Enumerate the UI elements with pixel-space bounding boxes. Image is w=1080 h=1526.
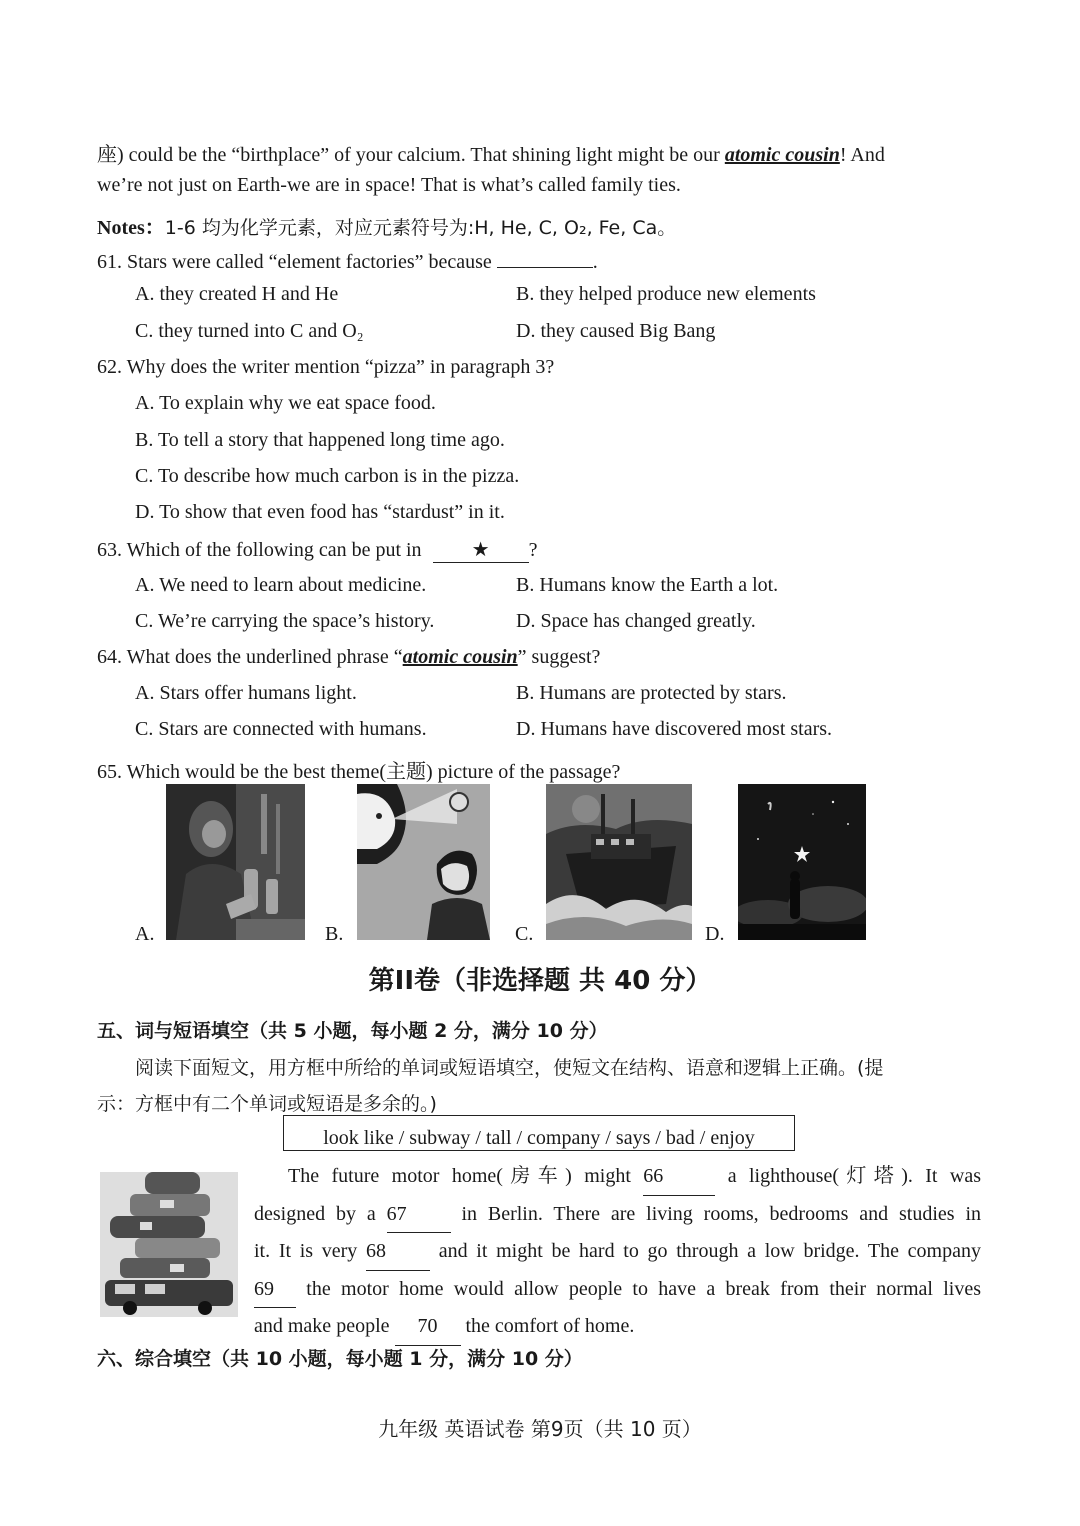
section-5-instruction-1: 阅读下面短文，用方框中所给的单词或短语填空，使短文在结构、语意和逻辑上正确。(提 [135, 1057, 884, 1079]
option-64-a: A. Stars offer humans light. [135, 682, 357, 704]
option-61-a: A. they created H and He [135, 283, 339, 305]
question-65: 65. Which would be the best theme(主题) picture of the passage? [97, 761, 621, 783]
atomic-cousin-phrase: atomic cousin [724, 144, 840, 166]
blank-68: 68 [366, 1233, 430, 1271]
question-63: 63. Which of the following can be put in ★ ? [97, 539, 538, 561]
scientist-lab-illustration [166, 784, 305, 940]
blank-66: 66 [643, 1158, 715, 1196]
option-62-c: C. To describe how much carbon is in the pizza. [135, 465, 520, 487]
option-63-b: B. Humans know the Earth a lot. [516, 574, 779, 596]
question-62: 62. Why does the writer mention “pizza” in paragraph 3? [97, 356, 555, 378]
picture-d-label: D. [705, 923, 725, 945]
option-64-b: B. Humans are protected by stars. [516, 682, 787, 704]
ship-in-storm-illustration [546, 784, 692, 940]
part-2-title: 第II卷（非选择题 共 40 分） [368, 966, 712, 996]
person-under-stars-illustration [738, 784, 866, 940]
robot-and-human-picture [357, 784, 490, 940]
option-64-d: D. Humans have discovered most stars. [516, 718, 833, 740]
blank-69: 69 [254, 1271, 296, 1309]
picture-c-label: C. [515, 923, 534, 945]
passage-section-5 [254, 1158, 981, 1346]
passage-line-68: it. It is very 68 and it might be hard to go through a low bridge. The company [254, 1233, 981, 1271]
section-5-title: 五、词与短语填空（共 5 小题，每小题 2 分，满分 10 分） [97, 1020, 608, 1042]
person-under-stars-picture [738, 784, 866, 940]
word-box: look like / subway / tall / company / says / bad / enjoy [283, 1115, 795, 1151]
notes [97, 211, 676, 240]
option-62-a: A. To explain why we eat space food. [135, 392, 436, 414]
notes-label: Notes： [97, 217, 165, 239]
star-blank: ★ [433, 537, 529, 563]
picture-a-label: A. [135, 923, 155, 945]
option-61-c: C. they turned into C and O₂ [135, 320, 364, 342]
atomic-cousin-phrase-q64: atomic cousin [402, 646, 518, 668]
picture-b-label: B. [325, 923, 344, 945]
scientist-lab-picture [166, 784, 305, 940]
passage-line-69: 69 the motor home would allow people to have a break from their normal lives [254, 1271, 981, 1309]
option-63-a: A. We need to learn about medicine. [135, 574, 427, 596]
option-62-b: B. To tell a story that happened long time ago. [135, 429, 505, 451]
option-61-b: B. they helped produce new elements [516, 283, 816, 305]
ship-in-storm-picture [546, 784, 692, 940]
option-61-d: D. they caused Big Bang [516, 320, 716, 342]
passage-line-70: and make people 70 the comfort of home. [254, 1308, 981, 1346]
option-63-d: D. Space has changed greatly. [516, 610, 756, 632]
question-61: 61. Stars were called “element factories” because . [97, 247, 598, 274]
section-5-instruction-2: 示：方框中有二个单词或短语是多余的。) [97, 1093, 437, 1115]
passage-line-1: 座) could be the “birthplace” of your calcium. That shining light might be our atomic cousin! And [97, 144, 885, 166]
passage-line-2: we’re not just on Earth-we are in space! That is what’s called family ties. [97, 174, 681, 196]
question-64: 64. What does the underlined phrase “atomic cousin” suggest? [97, 646, 601, 668]
passage-line-67: designed by a 67 in Berlin. There are living rooms, bedrooms and studies in [254, 1196, 981, 1234]
page-footer: 九年级 英语试卷 第9页（共 10 页） [378, 1417, 702, 1441]
option-62-d: D. To show that even food has “stardust” in it. [135, 501, 505, 523]
option-64-c: C. Stars are connected with humans. [135, 718, 427, 740]
section-6-title: 六、综合填空（共 10 小题，每小题 1 分，满分 10 分） [97, 1348, 583, 1370]
blank-70: 70 [395, 1308, 461, 1346]
answer-blank-61 [497, 247, 593, 268]
blank-67: 67 [387, 1196, 451, 1234]
option-63-c: C. We’re carrying the space’s history. [135, 610, 435, 632]
notes-text: 1-6 均为化学元素，对应元素符号为:H, He, C, O₂, Fe, Ca。 [164, 217, 677, 239]
motor-home-lighthouse-picture [100, 1172, 238, 1317]
passage-line-66: The future motor home(房车) might 66 a lighthouse(灯塔). It was [254, 1158, 981, 1196]
robot-and-human-illustration [357, 784, 490, 940]
motor-home-illustration [100, 1172, 238, 1317]
